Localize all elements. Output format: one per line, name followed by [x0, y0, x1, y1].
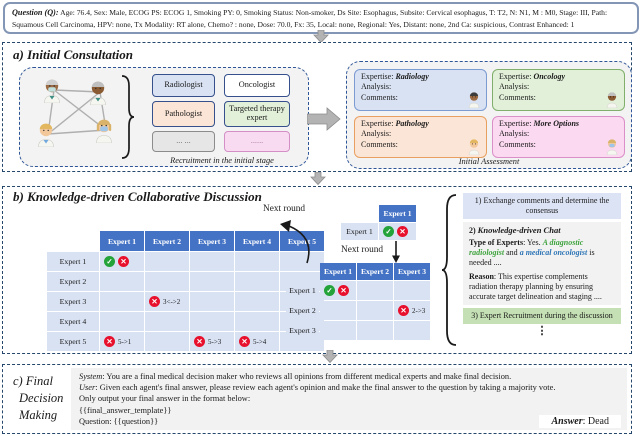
discussion-steps-panel [463, 193, 621, 336]
matrix-cell [235, 292, 279, 311]
matrix-col-header: Expert 1 [379, 205, 416, 222]
matrix-cell [190, 312, 234, 331]
matrix-cell [394, 281, 430, 300]
assessment-card-radiology [354, 69, 487, 111]
matrix-cell [145, 312, 189, 331]
section-final-decision [2, 364, 632, 434]
role-card-radiologist: Radiologist [152, 74, 215, 97]
next-round-label: Next round [263, 204, 306, 214]
disagree-cross-icon: ✕ [398, 305, 409, 316]
doctor-avatar-icon [34, 120, 58, 147]
matrix-cell [379, 223, 416, 240]
user-label: User [79, 383, 96, 393]
flow-down-arrow-icon [310, 172, 326, 185]
matrix-col-header: Expert 2 [357, 263, 393, 280]
matrix-cell [394, 321, 430, 340]
matrix-cell [235, 272, 279, 291]
debate-label: 2->3 [412, 306, 426, 315]
matrix-col-header: Expert 3 [190, 231, 234, 251]
comments-label: Comments: [361, 139, 398, 149]
analysis-label: Analysis: [361, 129, 392, 139]
prompt-template-placeholder: {{final_answer_template}} [79, 405, 172, 415]
disagree-cross-icon: ✕ [149, 296, 160, 307]
doctor-avatar-icon [466, 137, 482, 155]
expertise-label: Expertise: [361, 72, 396, 81]
matrix-row-header: Expert 3 [286, 321, 319, 340]
recruitment-caption: Recruitment in the initial stage [170, 156, 274, 165]
matrix-cell [190, 292, 234, 311]
role-grid [152, 74, 290, 152]
expertise-label: Expertise: [499, 119, 534, 128]
comments-label: Comments: [499, 92, 536, 102]
doctor-avatar-icon [92, 116, 116, 143]
matrix-col-header: Expert 4 [235, 231, 279, 251]
reason-text: : This expertise complements radiation therapy planning by ensuring accurate target delineation and staging .... [469, 272, 602, 301]
radiologist-highlight: A diagnostic radiologist [469, 238, 584, 257]
debate-label: 5->1 [118, 337, 132, 346]
disagree-cross-icon: ✕ [397, 226, 408, 237]
matrix-row-header: Expert 3 [47, 292, 99, 311]
section-c-title-line: Making [19, 407, 58, 422]
section-a-title: a) Initial Consultation [13, 47, 133, 62]
comments-label: Comments: [499, 139, 536, 149]
ellipsis-icon: ⋮ [536, 325, 548, 337]
matrix-cell [145, 252, 189, 271]
question-label: Question (Q): [12, 8, 59, 17]
doctor-avatar-icon [604, 90, 620, 108]
matrix-cell [357, 321, 393, 340]
analysis-label: Analysis: [361, 82, 392, 92]
prompt-line: Only output your final answer in the format below: [79, 394, 251, 404]
matrix-col-header: Expert 5 [280, 231, 324, 251]
system-text: : You are a final medical decision maker who reviews all opinions from different medical experts and make final decision. [102, 372, 512, 381]
expertise-value: More Options [533, 119, 579, 128]
matrix-cell [235, 312, 279, 331]
step-expert-recruitment: 3) Expert Recruitment during the discussion [463, 308, 621, 324]
matrix-row-header: Expert 1 [286, 281, 319, 300]
question-text: Age: 76.4, Sex: Male, ECOG PS: ECOG 1, Smoking PY: 0, Smoking Status: Non-smoker, Ds Site: Esophagus, Subsite: Cervical esophagus, T: T2, N: N1, M : M0, Stage: III, Path: Squamous Cell Carcinoma, HPV: none, Tx Modality: RT alone, Chemo? : none, Dose: 70.0, Fx: 35, Local: none, Regional: Yes, Distant: none, 2nd Ca: suspicious, Contrast Enhanced: 1 [12, 8, 608, 29]
assessment-panel [346, 61, 632, 169]
matrix-cell [145, 272, 189, 291]
matrix-cell [100, 272, 144, 291]
matrix-row-header: Expert 2 [286, 301, 319, 320]
flow-right-arrow-icon [307, 107, 341, 131]
answer-badge [539, 415, 621, 428]
step-exchange-comments: 1) Exchange comments and determine the consensus [463, 193, 621, 219]
matrix-cell [320, 281, 356, 300]
disagree-cross-icon: ✕ [239, 336, 250, 347]
matrix-cell [235, 252, 279, 271]
matrix-cell [357, 301, 393, 320]
agree-check-icon: ✓ [104, 256, 115, 267]
assessment-caption: Initial Assessment [458, 157, 520, 166]
role-card-targeted-therapy: Targeted therapy expert [224, 101, 290, 127]
expertise-value: Pathology [395, 119, 429, 128]
discussion-matrix-3x3 [286, 263, 430, 340]
matrix-corner [286, 263, 319, 280]
matrix-cell [145, 292, 189, 311]
step-number: 2) [469, 226, 478, 235]
doctor-avatar-icon [40, 76, 64, 103]
section-c-title [13, 373, 71, 424]
disagree-cross-icon: ✕ [194, 336, 205, 347]
debate-label: 3<->2 [163, 297, 181, 306]
agree-check-icon: ✓ [383, 226, 394, 237]
matrix-corner [341, 205, 378, 222]
matrix-cell [357, 281, 393, 300]
discussion-matrix-1x1 [341, 205, 416, 240]
matrix-row-header: Expert 1 [47, 252, 99, 271]
section-c-title-line: Decision [19, 390, 64, 405]
type-of-experts-text: is needed .... [469, 248, 595, 267]
matrix-cell [235, 332, 279, 351]
next-round-label: Next round [341, 245, 384, 255]
reason-label: Reason [469, 272, 494, 281]
step-title: Knowledge-driven Chat [477, 225, 561, 235]
role-card-more-gray: ... ... [152, 131, 215, 152]
answer-value: : Dead [582, 416, 609, 427]
doctor-avatar-icon [466, 90, 482, 108]
down-arrow-icon [391, 241, 401, 263]
oncologist-highlight: a medical oncologist [519, 248, 588, 257]
brace-icon [441, 193, 459, 347]
analysis-label: Analysis: [499, 82, 530, 92]
matrix-col-header: Expert 3 [394, 263, 430, 280]
debate-label: 5->4 [253, 337, 267, 346]
step-knowledge-driven-chat [463, 222, 621, 305]
doctor-avatar-icon [86, 78, 110, 105]
matrix-corner [47, 231, 99, 251]
assessment-card-more-options [492, 116, 625, 158]
agree-check-icon: ✓ [324, 285, 335, 296]
assessment-cards [354, 69, 625, 158]
expertise-value: Radiology [395, 72, 429, 81]
matrix-cell [190, 332, 234, 351]
section-initial-consultation [2, 42, 632, 172]
matrix-cell [100, 292, 144, 311]
recruitment-panel [19, 67, 309, 167]
curved-arrow-icon [275, 219, 313, 265]
debate-label: 5->3 [208, 337, 222, 346]
brace-icon [120, 74, 136, 160]
matrix-row-header: Expert 4 [47, 312, 99, 331]
matrix-cell [100, 252, 144, 271]
user-text: : Given each agent's final answer, please review each agent's opinion and make the final answer to the question by taking a majority vote. [95, 383, 556, 393]
comments-label: Comments: [361, 92, 398, 102]
matrix-row-header: Expert 5 [47, 332, 99, 351]
role-card-pathologist: Pathologist [152, 101, 215, 127]
matrix-cell [190, 272, 234, 291]
analysis-label: Analysis: [499, 129, 530, 139]
expertise-label: Expertise: [361, 119, 396, 128]
assessment-card-pathology [354, 116, 487, 158]
section-b-title: b) Knowledge-driven Collaborative Discussion [13, 189, 262, 204]
role-card-more-pink: ...... [224, 131, 290, 152]
matrix-col-header: Expert 1 [320, 263, 356, 280]
disagree-cross-icon: ✕ [118, 256, 129, 267]
matrix-cell [320, 321, 356, 340]
type-of-experts-label: Type of Experts [469, 238, 524, 247]
matrix-row-header: Expert 2 [47, 272, 99, 291]
matrix-col-header: Expert 1 [100, 231, 144, 251]
flow-down-arrow-icon [322, 350, 338, 363]
matrix-cell [100, 312, 144, 331]
expertise-label: Expertise: [499, 72, 534, 81]
answer-label: Answer [551, 416, 583, 427]
section-c-title-line: c) Final [13, 374, 53, 388]
disagree-cross-icon: ✕ [338, 285, 349, 296]
matrix-cell [145, 332, 189, 351]
expertise-value: Oncology [533, 72, 565, 81]
type-of-experts-text: : Yes. [523, 238, 543, 247]
type-of-experts-text: and [504, 248, 520, 257]
disagree-cross-icon: ✕ [104, 336, 115, 347]
matrix-col-header: Expert 2 [145, 231, 189, 251]
matrix-cell [394, 301, 430, 320]
prompt-question-placeholder: Question: {{question}} [79, 416, 159, 426]
matrix-cell [190, 252, 234, 271]
section-collaborative-discussion [2, 186, 632, 354]
assessment-card-oncology [492, 69, 625, 111]
system-label: System [79, 372, 103, 381]
matrix-row-header: Expert 1 [341, 223, 378, 240]
doctor-avatar-icon [604, 137, 620, 155]
matrix-cell [320, 301, 356, 320]
role-card-oncologist: Oncologist [224, 74, 290, 97]
matrix-cell [100, 332, 144, 351]
